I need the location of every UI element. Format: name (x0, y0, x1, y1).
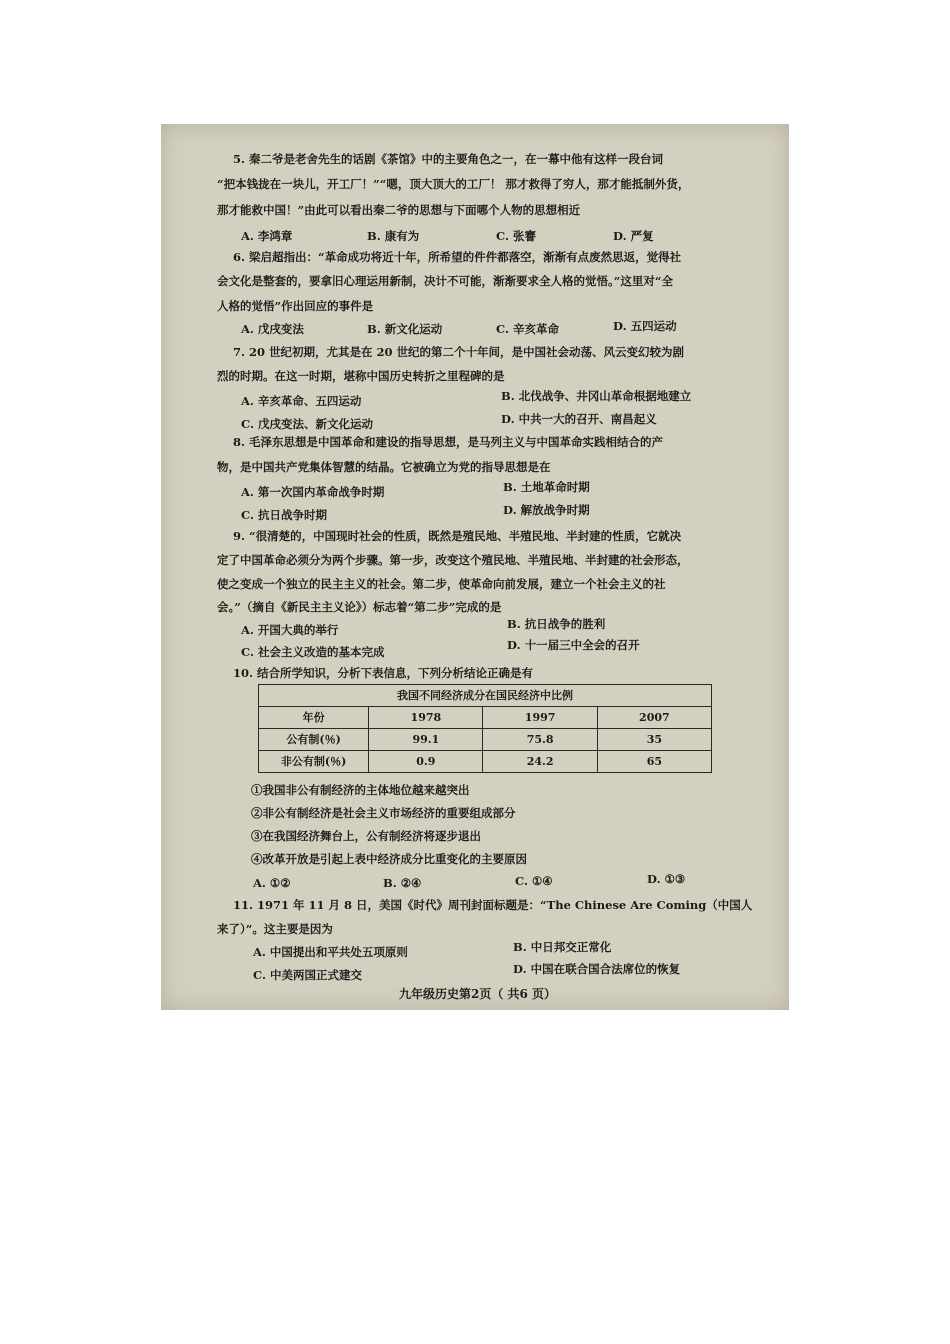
q9-line-1: 9. “很清楚的，中国现时社会的性质，既然是殖民地、半殖民地、半封建的性质，它就决 (233, 529, 682, 543)
q6-line-3: 人格的觉悟”作出回应的事件是 (217, 299, 374, 313)
q5-option-a: A. 李鸿章 (241, 229, 293, 243)
q10-line-1: 10. 结合所学知识，分析下表信息，下列分析结论正确是有 (233, 666, 534, 680)
q8-option-d: D. 解放战争时期 (503, 503, 590, 517)
q9-line-2: 定了中国革命必须分为两个步骤。第一步，改变这个殖民地、半殖民地、半封建的社会形态， (217, 553, 689, 567)
table-cell: 35 (597, 729, 711, 751)
q7-line-1: 7. 20 世纪初期，尤其是在 20 世纪的第二个十年间，是中国社会动荡、风云变幻较为剧 (233, 345, 685, 359)
table-header-row (259, 707, 712, 729)
table-header-cell: 1997 (483, 707, 597, 729)
q10-statement-2: ②非公有制经济是社会主义市场经济的重要组成部分 (251, 806, 516, 820)
q9-option-d: D. 十一届三中全会的召开 (507, 638, 640, 652)
q5-option-d: D. 严复 (613, 229, 654, 243)
table-cell: 24.2 (483, 751, 597, 773)
q10-statement-3: ③在我国经济舞台上，公有制经济将逐步退出 (251, 829, 481, 843)
q11-option-a: A. 中国提出和平共处五项原则 (253, 945, 408, 959)
q6-option-a: A. 戊戌变法 (241, 322, 304, 336)
q9-line-3: 使之变成一个独立的民主主义的社会。第二步，使革命向前发展，建立一个社会主义的社 (217, 577, 666, 591)
q10-option-d: D. ①③ (647, 872, 686, 886)
table-header-cell: 2007 (597, 707, 711, 729)
q10-statement-4: ④改革开放是引起上表中经济成分比重变化的主要原因 (251, 852, 527, 866)
table-header-cell: 1978 (369, 707, 483, 729)
q6-option-d: D. 五四运动 (613, 319, 677, 333)
q6-option-c: C. 辛亥革命 (496, 322, 559, 336)
q5-option-b: B. 康有为 (367, 229, 420, 243)
q7-option-c: C. 戊戌变法、新文化运动 (241, 417, 373, 431)
economy-ratio-table (258, 684, 712, 773)
table-cell: 0.9 (369, 751, 483, 773)
q7-option-b: B. 北伐战争、井冈山革命根据地建立 (501, 389, 692, 403)
q8-option-a: A. 第一次国内革命战争时期 (241, 485, 385, 499)
table-cell: 99.1 (369, 729, 483, 751)
exam-content (161, 124, 789, 1010)
table-row (259, 751, 712, 773)
q8-option-b: B. 土地革命时期 (503, 480, 590, 494)
q8-line-2: 物，是中国共产党集体智慧的结晶。它被确立为党的指导思想是在 (217, 460, 551, 474)
q6-line-1: 6. 梁启超指出：“革命成功将近十年，所希望的件件都落空，渐渐有点废然思返，觉得社 (233, 250, 682, 264)
table-cell: 65 (597, 751, 711, 773)
table-title: 我国不同经济成分在国民经济中比例 (259, 685, 712, 707)
q9-option-b: B. 抗日战争的胜利 (507, 617, 606, 631)
q11-option-b: B. 中日邦交正常化 (513, 940, 612, 954)
page-footer: 九年级历史第2页（ 共6 页） (399, 987, 557, 1001)
q9-option-c: C. 社会主义改造的基本完成 (241, 645, 385, 659)
q8-option-c: C. 抗日战争时期 (241, 508, 327, 522)
q7-option-a: A. 辛亥革命、五四运动 (241, 394, 362, 408)
q6-line-2: 会文化是整套的，要拿旧心理运用新制，决计不可能，渐渐要求全人格的觉悟。”这里对“全 (217, 274, 673, 288)
table-cell: 75.8 (483, 729, 597, 751)
q11-line-1: 11. 1971 年 11 月 8 日，美国《时代》周刊封面标题是：“The Chinese Are Coming（中国人 (233, 898, 753, 912)
q5-option-c: C. 张謇 (496, 229, 536, 243)
q10-option-b: B. ②④ (383, 876, 422, 890)
q10-option-a: A. ①② (253, 876, 291, 890)
q8-line-1: 8. 毛泽东思想是中国革命和建设的指导思想，是马列主义与中国革命实践相结合的产 (233, 435, 664, 449)
q9-line-4: 会。”（摘自《新民主主义论》）标志着“第二步”完成的是 (217, 600, 502, 614)
q6-option-b: B. 新文化运动 (367, 322, 443, 336)
q11-line-2: 来了）”。这主要是因为 (217, 922, 333, 936)
q10-statement-1: ①我国非公有制经济的主体地位越来越突出 (251, 783, 470, 797)
scanned-page (161, 124, 789, 1010)
table-cell: 非公有制(％) (259, 751, 369, 773)
q7-line-2: 烈的时期。在这一时期，堪称中国历史转折之里程碑的是 (217, 369, 505, 383)
q10-option-c: C. ①④ (515, 874, 553, 888)
q11-option-d: D. 中国在联合国合法席位的恢复 (513, 962, 681, 976)
table-cell: 公有制(％) (259, 729, 369, 751)
q5-line-2: “把本钱拢在一块儿，开工厂！”“嗯，顶大顶大的工厂！ 那才救得了穷人，那才能抵制外货， (217, 177, 690, 191)
table-header-cell: 年份 (259, 707, 369, 729)
table-row (259, 729, 712, 751)
q5-line-3: 那才能救中国！”由此可以看出秦二爷的思想与下面哪个人物的思想相近 (217, 203, 581, 217)
q11-option-c: C. 中美两国正式建交 (253, 968, 362, 982)
q7-option-d: D. 中共一大的召开、南昌起义 (501, 412, 657, 426)
q5-line-1: 5. 秦二爷是老舍先生的话剧《茶馆》中的主要角色之一，在一幕中他有这样一段台词 (233, 152, 664, 166)
q9-option-a: A. 开国大典的举行 (241, 623, 339, 637)
